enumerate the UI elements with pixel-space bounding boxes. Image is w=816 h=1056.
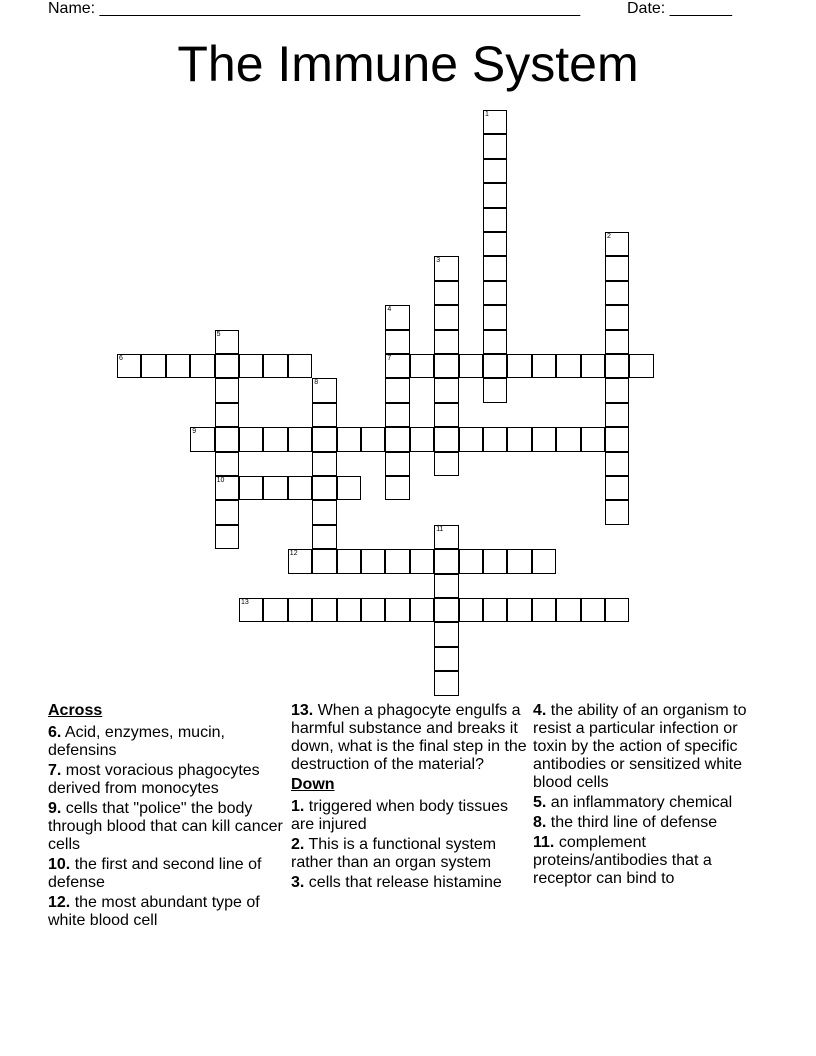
grid-cell[interactable] xyxy=(507,427,531,451)
grid-cell[interactable] xyxy=(312,525,336,549)
grid-cell[interactable] xyxy=(605,354,629,378)
grid-cell[interactable] xyxy=(288,354,312,378)
grid-cell[interactable] xyxy=(434,403,458,427)
grid-cell[interactable] xyxy=(483,598,507,622)
across-clue-12: 12. the most abundant type of white blood cell xyxy=(48,894,260,929)
grid-cell[interactable] xyxy=(239,476,263,500)
clue-number: 11 xyxy=(436,525,444,533)
grid-cell[interactable] xyxy=(605,598,629,622)
grid-cell[interactable] xyxy=(385,427,409,451)
grid-cell[interactable] xyxy=(434,598,458,622)
grid-cell[interactable] xyxy=(385,476,409,500)
grid-cell[interactable] xyxy=(312,378,336,402)
down-clue-2: 2. This is a functional system rather than an organ system xyxy=(291,836,497,871)
grid-cell[interactable] xyxy=(337,549,361,573)
grid-cell[interactable] xyxy=(556,427,580,451)
grid-cell[interactable] xyxy=(483,305,507,329)
grid-cell[interactable] xyxy=(483,256,507,280)
grid-cell[interactable] xyxy=(312,549,336,573)
clue-number: 1 xyxy=(485,111,489,118)
clues-column-1 xyxy=(48,702,284,932)
down-heading: Down xyxy=(291,776,335,793)
grid-cell[interactable] xyxy=(215,500,239,524)
grid-cell[interactable] xyxy=(483,110,507,134)
grid-cell[interactable] xyxy=(288,598,312,622)
grid-cell[interactable] xyxy=(434,305,458,329)
clues-column-2 xyxy=(291,702,527,894)
page-title: The Immune System xyxy=(177,36,639,92)
grid-cell[interactable] xyxy=(337,476,361,500)
clue-number: 13 xyxy=(241,599,249,606)
grid-cell[interactable] xyxy=(459,427,483,451)
down-clue-4: 4. the ability of an organism to resist a particular infection or toxin by the action of specific antibodies or sensitized white blood cells xyxy=(533,702,747,791)
grid-cell[interactable] xyxy=(483,183,507,207)
grid-cell[interactable] xyxy=(605,378,629,402)
grid-cell[interactable] xyxy=(312,598,336,622)
grid-cell[interactable] xyxy=(556,354,580,378)
down-clue-3: 3. cells that release histamine xyxy=(291,874,502,891)
grid-cell[interactable] xyxy=(483,159,507,183)
grid-cell[interactable] xyxy=(361,549,385,573)
clues-column-3 xyxy=(533,702,769,890)
grid-cell[interactable] xyxy=(215,403,239,427)
grid-cell[interactable] xyxy=(312,476,336,500)
grid-cell[interactable] xyxy=(410,549,434,573)
grid-cell[interactable] xyxy=(532,427,556,451)
grid-cell[interactable] xyxy=(459,354,483,378)
grid-cell[interactable] xyxy=(288,549,312,573)
across-clue-6: 6. Acid, enzymes, mucin, defensins xyxy=(48,724,225,759)
grid-cell[interactable] xyxy=(361,427,385,451)
across-clue-10: 10. the first and second line of defense xyxy=(48,856,262,891)
clue-number: 12 xyxy=(289,550,298,558)
grid-cell[interactable] xyxy=(605,452,629,476)
clue-number: 5 xyxy=(216,330,221,338)
grid-cell[interactable] xyxy=(312,403,336,427)
grid-cell[interactable] xyxy=(507,598,531,622)
grid-cell[interactable] xyxy=(312,452,336,476)
grid-cell[interactable] xyxy=(312,427,336,451)
grid-cell[interactable] xyxy=(434,330,458,354)
grid-cell[interactable] xyxy=(215,427,239,451)
grid-cell[interactable] xyxy=(263,598,287,622)
down-clue-8: 8. the third line of defense xyxy=(533,814,718,831)
date-field[interactable]: Date: _______ xyxy=(627,0,732,17)
across-clue-13: 13. When a phagocyte engulfs a harmful substance and breaks it down, what is the final step in the destruction of the material? xyxy=(291,702,527,773)
grid-cell[interactable] xyxy=(434,427,458,451)
grid-cell[interactable] xyxy=(507,549,531,573)
grid-cell[interactable] xyxy=(190,354,214,378)
grid-cell[interactable] xyxy=(190,427,214,451)
grid-cell[interactable] xyxy=(434,574,458,598)
clue-number: 6 xyxy=(119,355,123,362)
grid-cell[interactable] xyxy=(483,208,507,232)
grid-cell[interactable] xyxy=(385,598,409,622)
grid-cell[interactable] xyxy=(556,598,580,622)
grid-cell[interactable] xyxy=(532,598,556,622)
grid-cell[interactable] xyxy=(215,378,239,402)
grid-cell[interactable] xyxy=(605,281,629,305)
grid-cell[interactable] xyxy=(483,549,507,573)
grid-cell[interactable] xyxy=(483,281,507,305)
grid-cell[interactable] xyxy=(532,354,556,378)
grid-cell[interactable] xyxy=(239,427,263,451)
grid-cell[interactable] xyxy=(483,354,507,378)
grid-cell[interactable] xyxy=(605,427,629,451)
grid-cell[interactable] xyxy=(434,647,458,671)
grid-cell[interactable] xyxy=(117,354,141,378)
down-clue-11: 11. complement proteins/antibodies that a receptor can bind to xyxy=(533,834,712,887)
grid-cell[interactable] xyxy=(215,452,239,476)
across-heading: Across xyxy=(48,702,103,719)
grid-cell[interactable] xyxy=(605,330,629,354)
grid-cell[interactable] xyxy=(385,330,409,354)
name-field[interactable]: Name: ______________________________________________________ xyxy=(48,0,581,17)
grid-cell[interactable] xyxy=(483,232,507,256)
grid-cell[interactable] xyxy=(605,403,629,427)
grid-cell[interactable] xyxy=(459,549,483,573)
grid-cell[interactable] xyxy=(239,354,263,378)
grid-cell[interactable] xyxy=(215,525,239,549)
grid-cell[interactable] xyxy=(239,598,263,622)
grid-cell[interactable] xyxy=(166,354,190,378)
grid-cell[interactable] xyxy=(434,281,458,305)
grid-cell[interactable] xyxy=(434,549,458,573)
grid-cell[interactable] xyxy=(483,378,507,402)
grid-cell[interactable] xyxy=(337,427,361,451)
grid-cell[interactable] xyxy=(312,500,336,524)
grid-cell[interactable] xyxy=(263,476,287,500)
grid-cell[interactable] xyxy=(483,330,507,354)
grid-cell[interactable] xyxy=(459,598,483,622)
clue-number: 10 xyxy=(216,477,225,484)
grid-cell[interactable] xyxy=(288,476,312,500)
grid-cell[interactable] xyxy=(215,330,239,354)
grid-cell[interactable] xyxy=(434,378,458,402)
grid-cell[interactable] xyxy=(434,525,458,549)
grid-cell[interactable] xyxy=(410,598,434,622)
clue-number: 8 xyxy=(314,379,319,387)
grid-cell[interactable] xyxy=(581,354,605,378)
grid-cell[interactable] xyxy=(507,354,531,378)
grid-cell[interactable] xyxy=(410,427,434,451)
grid-cell[interactable] xyxy=(385,549,409,573)
grid-cell[interactable] xyxy=(215,476,239,500)
grid-cell[interactable] xyxy=(263,427,287,451)
grid-cell[interactable] xyxy=(434,256,458,280)
grid-cell[interactable] xyxy=(629,354,653,378)
grid-cell[interactable] xyxy=(215,354,239,378)
grid-cell[interactable] xyxy=(605,232,629,256)
grid-cell[interactable] xyxy=(410,354,434,378)
grid-cell[interactable] xyxy=(434,671,458,695)
grid-cell[interactable] xyxy=(581,427,605,451)
across-clue-7: 7. most voracious phagocytes derived from monocytes xyxy=(48,762,260,797)
clue-number: 2 xyxy=(607,233,611,240)
grid-cell[interactable] xyxy=(263,354,287,378)
clue-number: 4 xyxy=(387,306,392,314)
grid-cell[interactable] xyxy=(385,403,409,427)
grid-cell[interactable] xyxy=(434,452,458,476)
grid-cell[interactable] xyxy=(483,134,507,158)
grid-cell[interactable] xyxy=(385,378,409,402)
grid-cell[interactable] xyxy=(605,476,629,500)
grid-cell[interactable] xyxy=(385,452,409,476)
grid-cell[interactable] xyxy=(605,500,629,524)
grid-cell[interactable] xyxy=(581,598,605,622)
grid-cell[interactable] xyxy=(385,354,409,378)
grid-cell[interactable] xyxy=(483,427,507,451)
grid-cell[interactable] xyxy=(361,598,385,622)
clue-number: 9 xyxy=(192,428,197,436)
grid-cell[interactable] xyxy=(288,427,312,451)
clue-number: 3 xyxy=(436,257,441,265)
down-clue-5: 5. an inflammatory chemical xyxy=(533,794,733,811)
across-clue-9: 9. cells that "police" the body through blood that can kill cancer cells xyxy=(48,800,283,853)
grid-cell[interactable] xyxy=(337,598,361,622)
grid-cell[interactable] xyxy=(434,354,458,378)
grid-cell[interactable] xyxy=(605,305,629,329)
grid-cell[interactable] xyxy=(141,354,165,378)
grid-cell[interactable] xyxy=(434,622,458,646)
clue-number: 7 xyxy=(387,355,392,362)
grid-cell[interactable] xyxy=(385,305,409,329)
grid-cell[interactable] xyxy=(532,549,556,573)
down-clue-1: 1. triggered when body tissues are injured xyxy=(291,798,509,833)
grid-cell[interactable] xyxy=(605,256,629,280)
